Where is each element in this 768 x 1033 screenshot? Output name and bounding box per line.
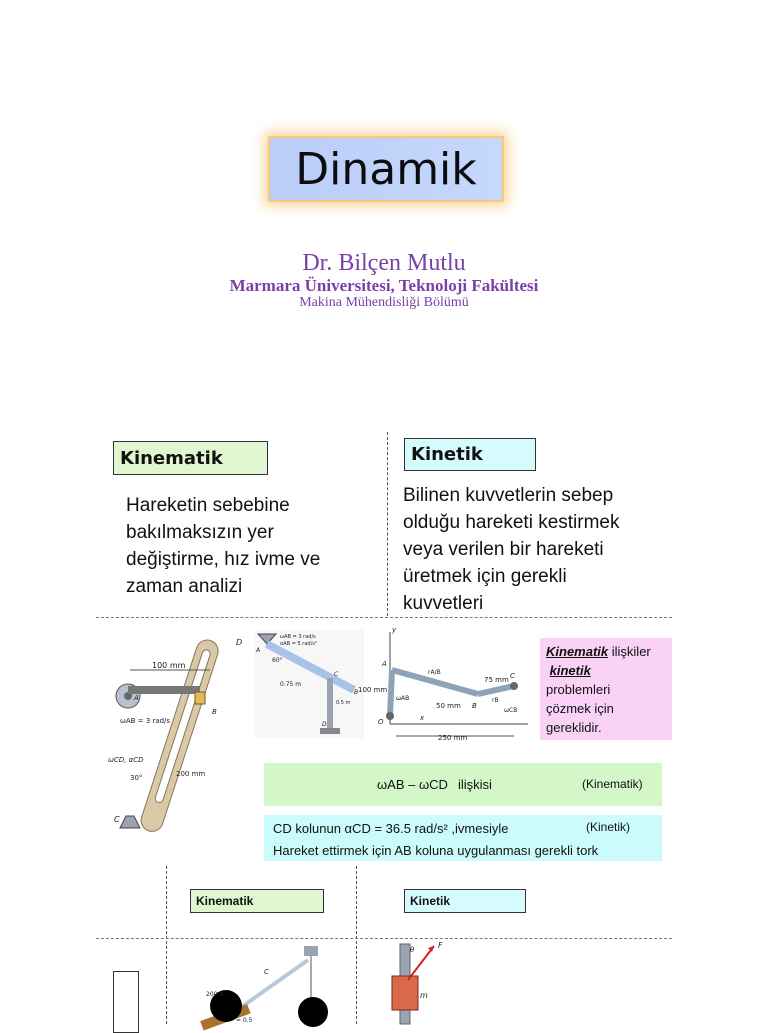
fig1-label: 100 mm (152, 661, 186, 670)
fig2-label: 0.5 m (336, 700, 351, 706)
table-divider-horizontal (96, 938, 672, 939)
torque-tag: (Kinetik) (586, 820, 631, 834)
fig2-label: C (334, 671, 339, 678)
bottom-kinematik-label: Kinematik (190, 889, 324, 913)
fig3-label: C (510, 672, 515, 680)
fig6-label: m (420, 991, 428, 1000)
fig3-label: B (472, 702, 477, 710)
fig3-label: ωCB (504, 707, 518, 714)
relation-text: ilişkisi (458, 777, 492, 792)
fig5-label: C (264, 968, 269, 976)
fig5-label: 200 N (206, 991, 224, 998)
kinematik-line: zaman analizi (126, 576, 243, 597)
fig2-label: 0.75 m (280, 681, 302, 688)
kinetik-line: veya verilen bir hareketi (403, 539, 604, 560)
fig1-label: D (236, 638, 243, 647)
fig3-label: y (392, 626, 397, 634)
figure-pulley (196, 946, 336, 1024)
fig3-label: ωAB (396, 695, 410, 702)
fig2-label: 60° (272, 657, 283, 664)
kinetik-label: Kinetik (404, 438, 536, 471)
kinematik-line: değiştirme, hız ivme ve (126, 549, 321, 570)
fig1-label: ωCD, αCD (108, 756, 144, 764)
fig1-label: B (212, 708, 217, 716)
kinetik-definition (403, 482, 663, 617)
kinematik-label: Kinematik (113, 441, 268, 475)
fig2-label: B (354, 689, 359, 696)
fig3-label: 50 mm (436, 702, 461, 710)
kinetik-line: olduğu hareketi kestirmek (403, 512, 620, 533)
fig1-label: 200 mm (176, 770, 206, 778)
author-name: Dr. Bilçen Mutlu (302, 250, 466, 276)
fig1-label: 30° (130, 774, 143, 782)
fig2-label: A (256, 647, 261, 654)
kinematik-line: Hareketin sebebine (126, 495, 290, 516)
relation-row (264, 763, 662, 806)
figure-slotted-link (100, 630, 250, 840)
relation-tag: (Kinematik) (582, 777, 643, 791)
note-word-kinematik: Kinematik (546, 644, 609, 659)
table-divider-vertical (166, 866, 167, 1024)
fig1-label: ωAB = 3 rad/s (120, 717, 171, 725)
note-line: gereklidir. (546, 720, 602, 735)
kinetik-line: üretmek için gerekli (403, 566, 567, 587)
fig3-label: 75 mm (484, 676, 509, 684)
kinematik-definition (126, 492, 376, 600)
torque-line-2: Hareket ettirmek için AB koluna uygulanması gerekli tork (273, 843, 599, 858)
fig3-label: O (378, 718, 384, 726)
kinetik-line: Bilinen kuvvetlerin sebep (403, 485, 614, 506)
fig3-label: rB (492, 697, 499, 704)
fig2-label: αAB = 5 rad/s² (280, 641, 317, 647)
table-divider-vertical (356, 866, 357, 1024)
fig3-label: 250 mm (438, 734, 468, 742)
note-word-kinetik: kinetik (549, 663, 591, 678)
fig5-label: = 0.5 (236, 1017, 253, 1024)
kinematik-kinetik-note (540, 638, 672, 740)
figure-four-bar (358, 624, 538, 742)
figure-block-force (384, 940, 454, 1024)
section-divider-vertical (387, 432, 388, 616)
fig3-label: A (382, 660, 387, 668)
fig1-label: C (114, 815, 120, 824)
torque-line-1: CD kolunun αCD = 36.5 rad/s² ,ivmesiyle (273, 821, 509, 836)
kinematik-line: bakılmaksızın yer (126, 522, 274, 543)
author-university: Marmara Üniversitesi, Teknoloji Fakültesi (229, 276, 539, 295)
figure-inclined-link (254, 630, 364, 738)
fig2-label: D (322, 721, 327, 728)
fig1-label: A (134, 694, 139, 702)
torque-row (264, 815, 662, 861)
fig3-label: rA/B (428, 669, 441, 676)
bottom-kinetik-label: Kinetik (404, 889, 526, 913)
section-divider-horizontal (96, 617, 672, 618)
relation-formula: ωAB – ωCD (377, 777, 448, 792)
note-line: çözmek için (546, 701, 614, 716)
fig3-label: x (420, 714, 425, 722)
fig2-label: ωAB = 3 rad/s (280, 634, 316, 640)
note-line: problemleri (546, 682, 611, 697)
row-header-box (113, 971, 139, 1033)
fig6-label: F (438, 941, 443, 950)
kinetik-line: kuvvetleri (403, 593, 484, 614)
fig3-label: 100 mm (358, 686, 388, 694)
page-title: Dinamik (268, 136, 504, 202)
fig6-label: θ (410, 946, 415, 954)
author-department: Makina Mühendisliği Bölümü (299, 295, 469, 310)
note-text: ilişkiler (608, 644, 651, 659)
